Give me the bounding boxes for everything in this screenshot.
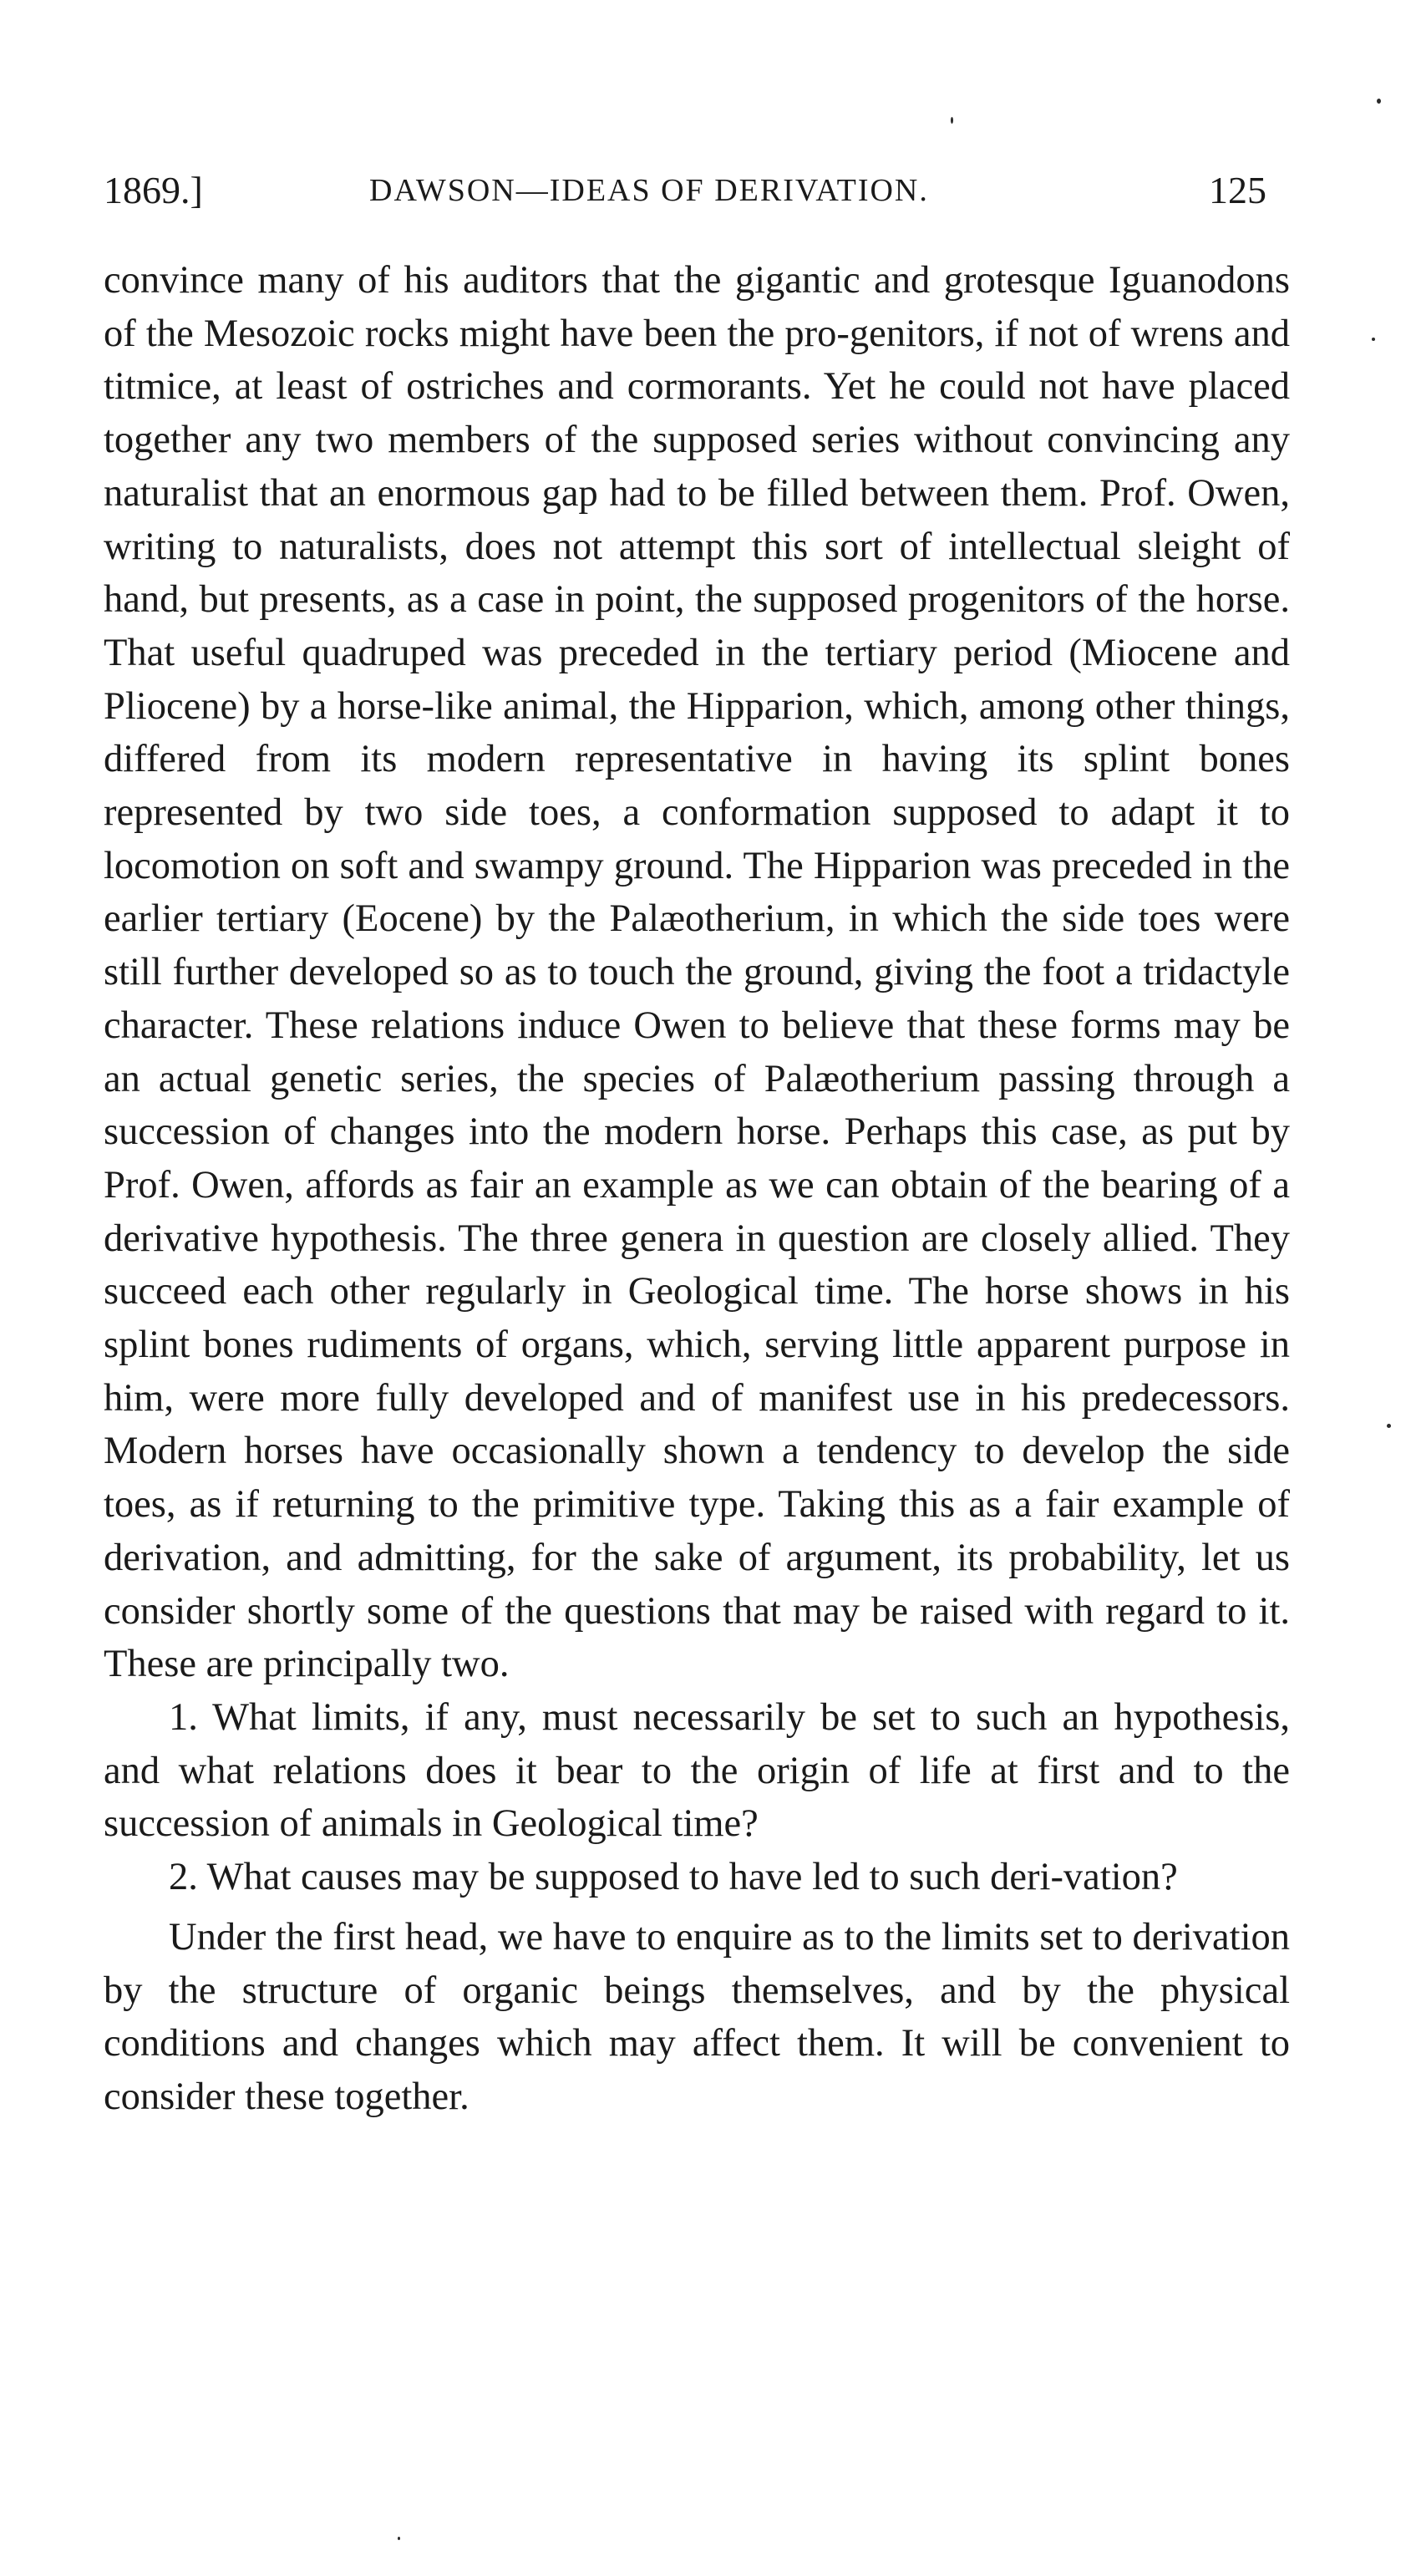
paragraph-question-2: 2. What causes may be supposed to have led to such deri-vation?: [169, 1856, 1178, 1899]
paragraph-question-1: 1. What limits, if any, must necessarily be set to such an hypothesis, and what relations does it bear to the origin of life at first and to the succession of animals in Geological time?: [104, 1695, 1290, 1846]
body-text: [104, 254, 1290, 2124]
scan-speck: [398, 2537, 400, 2540]
book-page: [104, 164, 1290, 2124]
running-head: [104, 164, 1290, 217]
paragraph-continuation: convince many of his auditors that the gigantic and grotesque Iguanodons of the Mesozoic rocks might have been the pro-genitors, if not of wrens and titmice, at least of ostriches and cormorants. Yet he could not have placed together any two members of the supposed series without convincing any naturalist that an enormous gap had to be filled between them. Prof. Owen, writing to naturalists, does not attempt this sort of intellectual sleight of hand, but presents, as a case in point, the supposed progenitors of the horse. That useful quadruped was preceded in the tertiary period (Miocene and Pliocene) by a horse-like animal, the Hipparion, which, among other things, differed from its modern representative in having its splint bones represented by two side toes, a conformation supposed to adapt it to locomotion on soft and swampy ground. The Hipparion was preceded in the earlier tertiary (Eocene) by the Palæotherium, in which the side toes were still further developed so as to touch the ground, giving the foot a tridactyle character. These relations induce Owen to believe that these forms may be an actual genetic series, the species of Palæotherium passing through a succession of changes into the modern horse. Perhaps this case, as put by Prof. Owen, affords as fair an example as we can obtain of the bearing of a derivative hypothesis. The three genera in question are closely allied. They succeed each other regularly in Geological time. The horse shows in his splint bones rudiments of organs, which, serving little apparent purpose in him, were more fully developed and of manifest use in his predecessors. Modern horses have occasionally shown a tendency to develop the side toes, as if returning to the primitive type. Taking this as a fair example of derivation, and admitting, for the sake of argument, its probability, let us consider shortly some of the questions that may be raised with regard to it. These are principally two.: [104, 259, 1290, 1686]
scan-speck: [1377, 99, 1381, 104]
scan-speck: [1372, 338, 1375, 341]
scan-speck: [1387, 1424, 1391, 1428]
paragraph-first-head: Under the first head, we have to enquire as to the limits set to derivation by the structure of organic beings themselves, and by the physical conditions and changes which may affect them. It will be convenient to consider these together.: [104, 1915, 1290, 2118]
page-number: 125: [1209, 169, 1266, 211]
running-head-title: DAWSON—IDEAS OF DERIVATION.: [369, 173, 929, 208]
scan-speck: [951, 117, 953, 124]
running-head-year: 1869.]: [104, 169, 203, 211]
